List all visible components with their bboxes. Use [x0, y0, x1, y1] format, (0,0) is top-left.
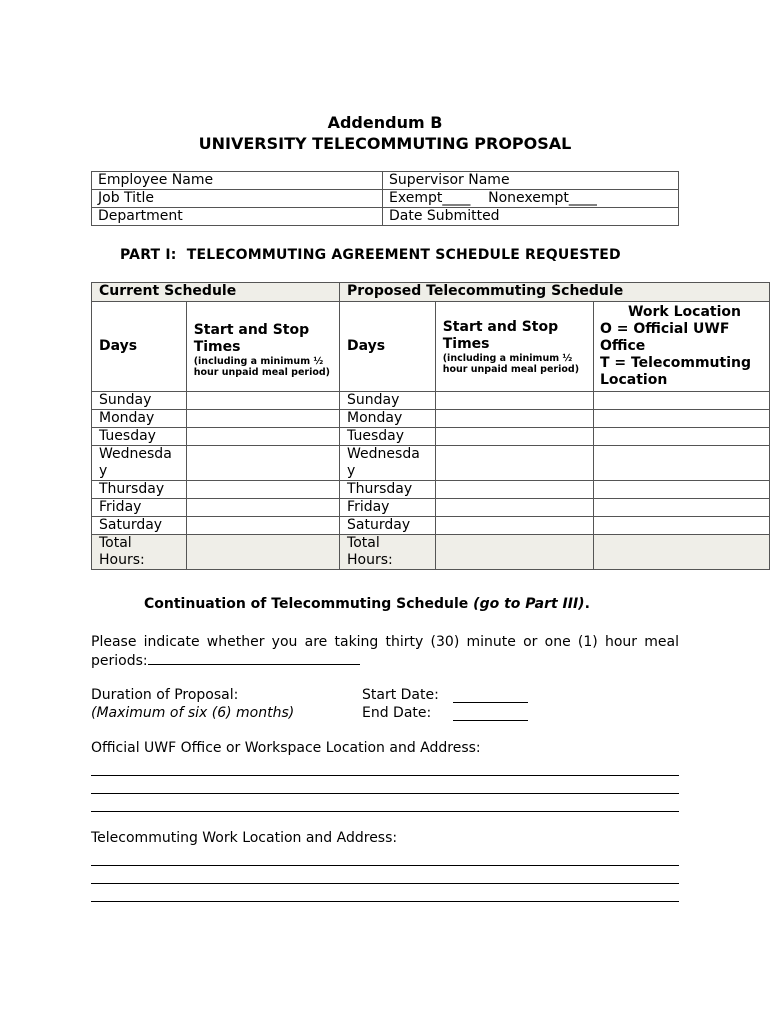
time-input-cell[interactable] [186, 481, 339, 499]
proposed-times-header: Start and Stop Times [442, 318, 559, 352]
total-location-cell [593, 535, 769, 570]
day-cell: Saturday [92, 517, 187, 535]
meal-period-question [91, 633, 679, 670]
office-address-label: Official UWF Office or Workspace Location and Address: [91, 740, 481, 756]
continuation-note [144, 596, 590, 612]
start-date-label: Start Date: [362, 687, 439, 703]
day-cell: Monday [340, 410, 436, 428]
telecommuting-address-line[interactable] [91, 865, 679, 866]
time-input-cell[interactable] [435, 517, 593, 535]
office-address-line[interactable] [91, 811, 679, 812]
proposed-times-note: (including a minimum ½ hour unpaid meal period) [442, 352, 580, 375]
proposed-schedule-header: Proposed Telecommuting Schedule [340, 283, 770, 302]
location-input-cell[interactable] [593, 499, 769, 517]
day-cell: Thursday [340, 481, 436, 499]
office-address-line[interactable] [91, 775, 679, 776]
telecommuting-address-line[interactable] [91, 901, 679, 902]
day-cell: Monday [92, 410, 187, 428]
current-schedule-header: Current Schedule [92, 283, 340, 302]
work-location-label: Work Location [627, 304, 741, 320]
location-o-label: O = Official UWF Office [599, 321, 730, 354]
day-cell: Thursday [92, 481, 187, 499]
day-cell: Sunday [340, 392, 436, 410]
total-hours-cell[interactable] [186, 535, 339, 570]
current-days-header: Days [92, 302, 187, 392]
day-cell: Wednesday [92, 446, 187, 481]
end-date-label: End Date: [362, 705, 432, 721]
meal-period-blank[interactable] [148, 651, 360, 665]
telecommuting-address-line[interactable] [91, 883, 679, 884]
time-input-cell[interactable] [186, 517, 339, 535]
time-input-cell[interactable] [435, 446, 593, 481]
date-submitted-cell: Date Submitted [383, 208, 679, 226]
employee-name-cell: Employee Name [92, 172, 383, 190]
work-location-header [593, 302, 769, 392]
time-input-cell[interactable] [186, 499, 339, 517]
time-input-cell[interactable] [435, 410, 593, 428]
location-input-cell[interactable] [593, 446, 769, 481]
time-input-cell[interactable] [186, 392, 339, 410]
location-input-cell[interactable] [593, 428, 769, 446]
day-cell: Sunday [92, 392, 187, 410]
location-t-label: T = Telecommuting Location [599, 355, 751, 388]
schedule-table [91, 282, 770, 570]
day-cell: Friday [92, 499, 187, 517]
telecommuting-address-label: Telecommuting Work Location and Address: [91, 830, 398, 846]
exempt-cell: Exempt____ Nonexempt____ [383, 190, 679, 208]
proposed-days-header: Days [340, 302, 436, 392]
location-input-cell[interactable] [593, 481, 769, 499]
location-input-cell[interactable] [593, 410, 769, 428]
continuation-italic: (go to Part III) [473, 596, 585, 612]
current-times-header: Start and Stop Times [193, 321, 310, 355]
location-input-cell[interactable] [593, 392, 769, 410]
time-input-cell[interactable] [186, 410, 339, 428]
continuation-end: . [584, 596, 590, 612]
continuation-text: Continuation of Telecommuting Schedule [144, 596, 474, 612]
office-address-line[interactable] [91, 793, 679, 794]
total-hours-cell[interactable] [435, 535, 593, 570]
duration-label: Duration of Proposal: [91, 687, 239, 703]
start-date-blank[interactable] [453, 702, 528, 703]
time-input-cell[interactable] [186, 428, 339, 446]
location-input-cell[interactable] [593, 517, 769, 535]
document-title: Addendum B [327, 113, 443, 132]
job-title-cell: Job Title [92, 190, 383, 208]
total-hours-label: Total Hours: [92, 535, 187, 570]
current-times-note: (including a minimum ½ hour unpaid meal period) [193, 355, 331, 378]
day-cell: Saturday [340, 517, 436, 535]
day-cell: Friday [340, 499, 436, 517]
employee-info-table [91, 171, 679, 226]
time-input-cell[interactable] [435, 392, 593, 410]
day-cell: Tuesday [92, 428, 187, 446]
time-input-cell[interactable] [435, 428, 593, 446]
department-cell: Department [92, 208, 383, 226]
time-input-cell[interactable] [435, 481, 593, 499]
document-subtitle: UNIVERSITY TELECOMMUTING PROPOSAL [198, 134, 572, 153]
time-input-cell[interactable] [186, 446, 339, 481]
meal-period-text: Please indicate whether you are taking thirty (30) minute or one (1) hour meal periods: [91, 634, 679, 669]
day-cell: Wednesday [340, 446, 436, 481]
supervisor-name-cell: Supervisor Name [383, 172, 679, 190]
time-input-cell[interactable] [435, 499, 593, 517]
day-cell: Tuesday [340, 428, 436, 446]
total-hours-label: Total Hours: [340, 535, 436, 570]
end-date-blank[interactable] [453, 720, 528, 721]
duration-max-note: (Maximum of six (6) months) [91, 705, 295, 721]
part1-heading: PART I: TELECOMMUTING AGREEMENT SCHEDULE REQUESTED [120, 247, 621, 263]
